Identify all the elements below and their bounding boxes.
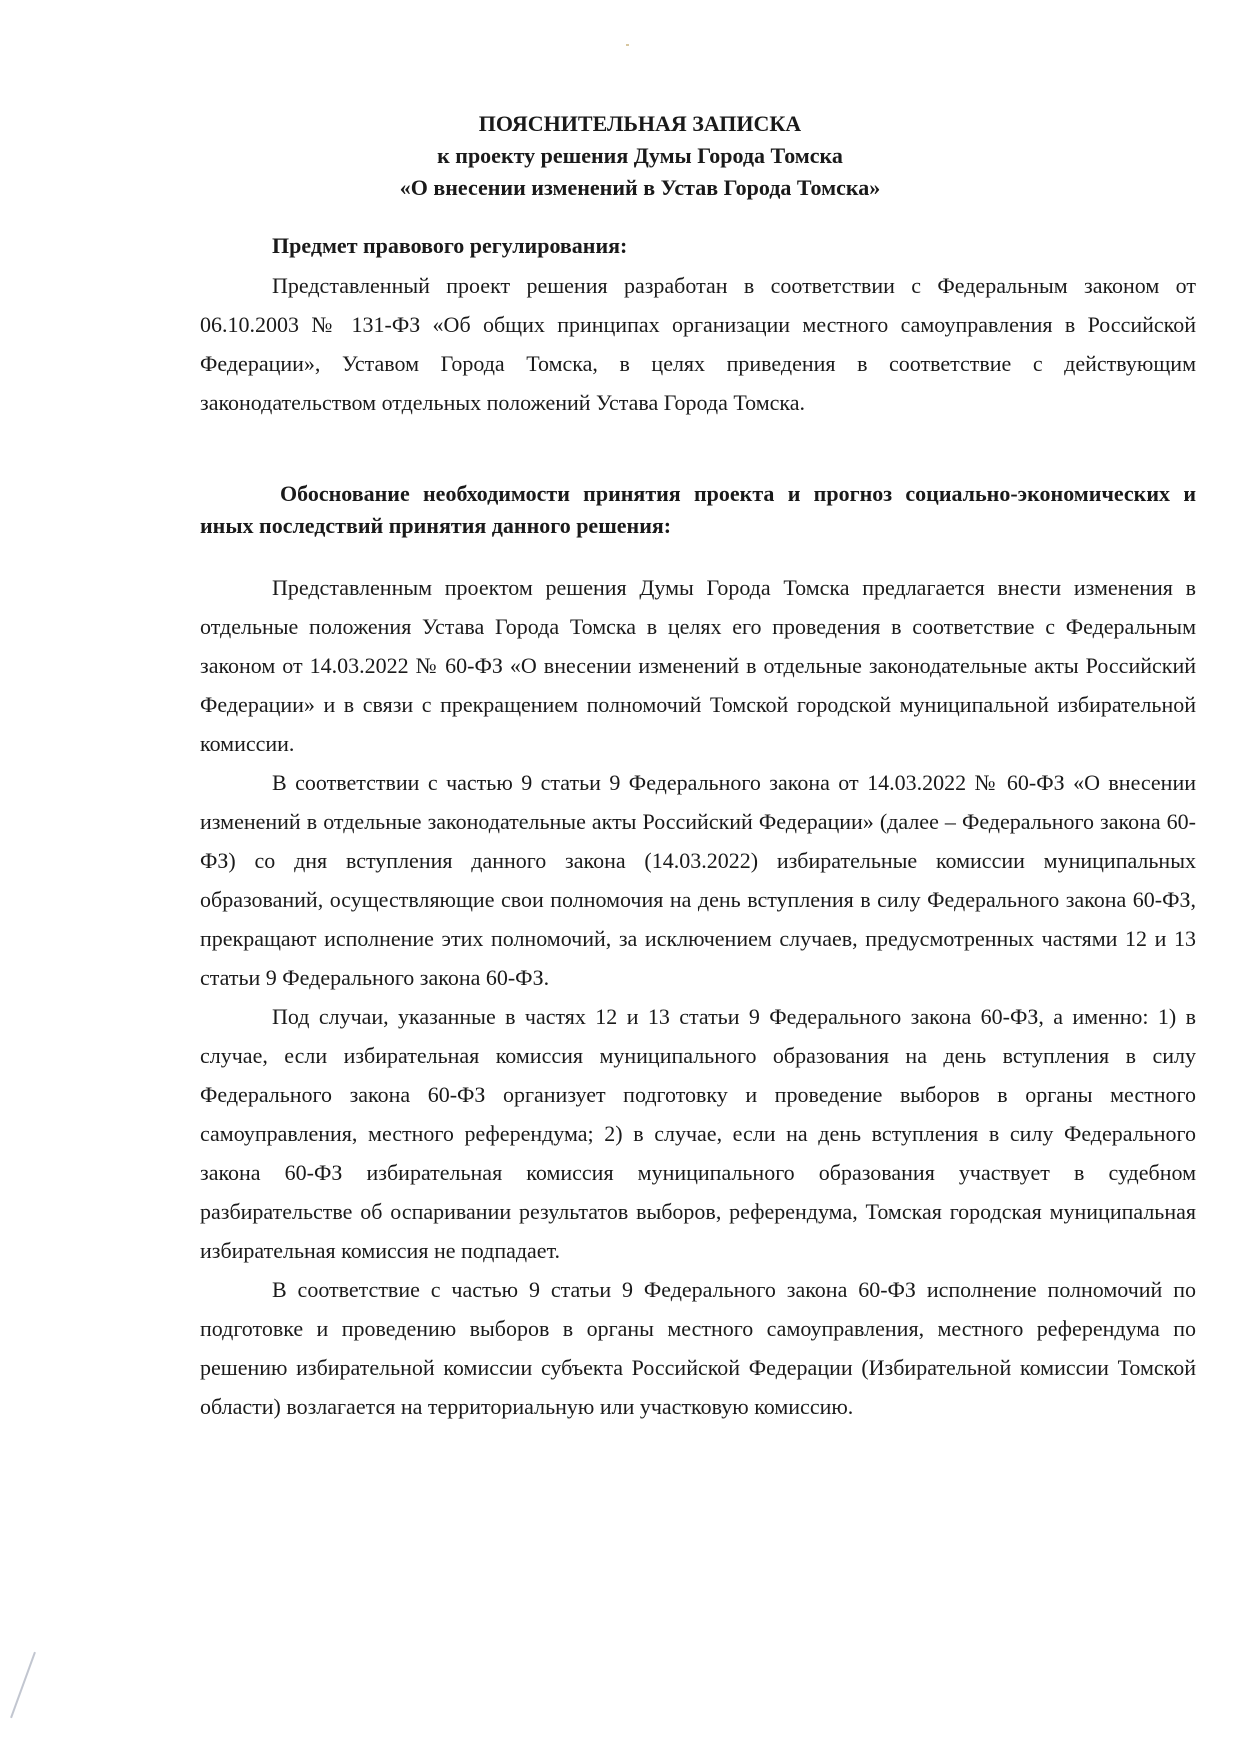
document-subject: «О внесении изменений в Устав Города Томска»	[399, 175, 881, 200]
paragraph: В соответствие с частью 9 статьи 9 Федерального закона 60-ФЗ исполнение полномочий по подготовке и проведению выборов в органы местного самоуправления, местного референдума по решению избирательной комиссии субъекта Российской Федерации (Избирательной комиссии Томской области) возлагается на территориальную или участковую комиссию.	[200, 1277, 1196, 1419]
section-regulation-body	[200, 266, 1196, 422]
document-title: ПОЯСНИТЕЛЬНАЯ ЗАПИСКА	[478, 111, 802, 136]
section-justification-body	[200, 568, 1196, 1426]
section-heading-justification: Обоснование необходимости принятия проекта и прогноз социально-экономических и иных последствий принятия данного решения:	[200, 481, 1196, 538]
section-heading-regulation: Предмет правового регулирования:	[272, 233, 628, 258]
paragraph: В соответствии с частью 9 статьи 9 Федерального закона от 14.03.2022 № 60-ФЗ «О внесении изменений в отдельные законодательные акты Российский Федерации» (далее – Федерального закона 60-ФЗ) со дня вступления данного закона (14.03.2022) избирательные комиссии муниципальных образований, осуществляющие свои полномочия на день вступления в силу Федерального закона 60-ФЗ, прекращают исполнение этих полномочий, за исключением случаев, предусмотренных частями 12 и 13 статьи 9 Федерального закона 60-ФЗ.	[200, 770, 1196, 990]
paragraph: Представленный проект решения разработан в соответствии с Федеральным законом от 06.10.2003 № 131-ФЗ «Об общих принципах организации местного самоуправления в Российской Федерации», Уставом Города Томска, в целях приведения в соответствие с действующим законодательством отдельных положений Устава Города Томска.	[200, 273, 1196, 415]
paragraph: Под случаи, указанные в частях 12 и 13 статьи 9 Федерального закона 60-ФЗ, а именно: 1) в случае, если избирательная комиссия муниципального образования на день вступления в силу Федерального закона 60-ФЗ организует подготовку и проведение выборов в органы местного самоуправления, местного референдума; 2) в случае, если на день вступления в силу Федерального закона 60-ФЗ избирательная комиссия муниципального образования участвует в судебном разбирательстве об оспаривании результатов выборов, референдума, Томская городская муниципальная избирательная комиссия не подпадает.	[200, 1004, 1196, 1263]
document-subtitle: к проекту решения Думы Города Томска	[437, 143, 843, 168]
scan-speck	[626, 44, 629, 46]
paragraph: Представленным проектом решения Думы Города Томска предлагается внести изменения в отдельные положения Устава Города Томска в целях его проведения в соответствие с Федеральным законом от 14.03.2022 № 60-ФЗ «О внесении изменений в отдельные законодательные акты Российский Федерации» и в связи с прекращением полномочий Томской городской муниципальной избирательной комиссии.	[200, 575, 1196, 756]
scan-edge-mark	[10, 1652, 36, 1718]
document-header	[0, 108, 1240, 204]
